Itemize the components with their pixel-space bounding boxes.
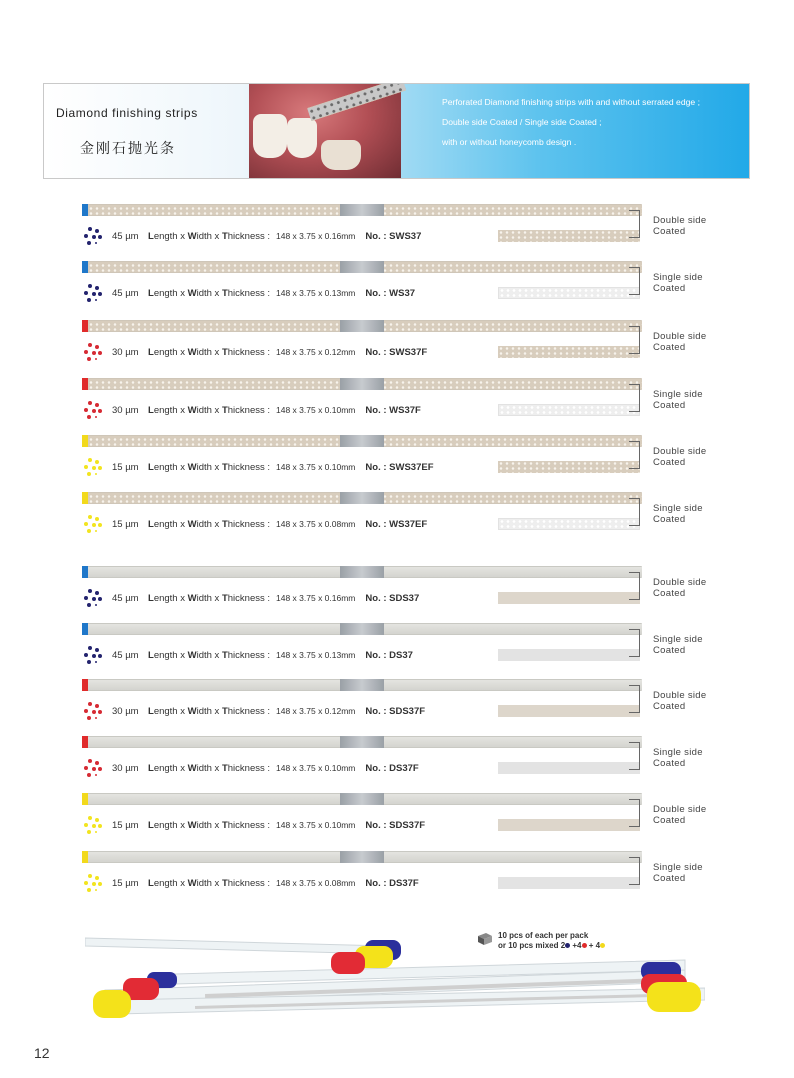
product-number: No. : SWS37 bbox=[365, 231, 422, 242]
coating-label: Double side Coated bbox=[653, 446, 707, 468]
spec-line bbox=[112, 405, 421, 416]
spec-line bbox=[112, 462, 434, 473]
finishing-strip bbox=[82, 623, 642, 635]
coat-bracket bbox=[629, 326, 640, 354]
grit-color-marker bbox=[82, 492, 88, 504]
finishing-strip bbox=[82, 566, 642, 578]
grit-dots-icon bbox=[84, 646, 106, 666]
dimensions: 148 x 3.75 x 0.10mm bbox=[276, 763, 356, 773]
strip-sample bbox=[498, 287, 640, 299]
strip-center-section bbox=[340, 435, 384, 447]
header-banner bbox=[43, 83, 750, 179]
product-number: No. : DS37F bbox=[365, 878, 419, 889]
coat-bracket bbox=[629, 572, 640, 600]
grit-size: 30 µm bbox=[112, 706, 139, 717]
finishing-strip bbox=[82, 261, 642, 273]
grit-color-marker bbox=[82, 679, 88, 691]
grit-dots-icon bbox=[84, 515, 106, 535]
spec-label: Length x Width x Thickness : bbox=[148, 593, 271, 604]
product-number: No. : WS37EF bbox=[365, 519, 428, 530]
product-row bbox=[82, 679, 642, 739]
grit-color-marker bbox=[82, 736, 88, 748]
grit-dots-icon bbox=[84, 227, 106, 247]
spec-label: Length x Width x Thickness : bbox=[148, 405, 271, 416]
grit-dots-icon bbox=[84, 458, 106, 478]
grit-color-marker bbox=[82, 320, 88, 332]
pack-line-1: 10 pcs of each per pack bbox=[498, 931, 589, 940]
finishing-strip bbox=[82, 320, 642, 332]
spec-line bbox=[112, 231, 421, 242]
spec-line bbox=[112, 763, 419, 774]
grit-color-marker bbox=[82, 623, 88, 635]
spec-line bbox=[112, 593, 419, 604]
grit-dots-icon bbox=[84, 874, 106, 894]
spec-line bbox=[112, 519, 427, 530]
product-number: No. : SWS37F bbox=[365, 347, 428, 358]
finishing-strip bbox=[82, 378, 642, 390]
cap-yellow bbox=[647, 982, 701, 1012]
spec-label: Length x Width x Thickness : bbox=[148, 650, 271, 661]
dimensions: 148 x 3.75 x 0.08mm bbox=[276, 519, 356, 529]
grit-dots-icon bbox=[84, 702, 106, 722]
strip-center-section bbox=[340, 204, 384, 216]
dimensions: 148 x 3.75 x 0.12mm bbox=[276, 706, 356, 716]
grit-size: 15 µm bbox=[112, 519, 139, 530]
product-number: No. : SDS37F bbox=[365, 706, 426, 717]
grit-color-marker bbox=[82, 378, 88, 390]
product-row bbox=[82, 378, 642, 438]
grit-dots-icon bbox=[84, 589, 106, 609]
coating-label: Double side Coated bbox=[653, 804, 707, 826]
product-row bbox=[82, 320, 642, 380]
package-icon bbox=[476, 932, 494, 946]
strip-center-section bbox=[340, 736, 384, 748]
coating-label: Double side Coated bbox=[653, 331, 707, 353]
grit-size: 45 µm bbox=[112, 231, 139, 242]
desc-line: with or without honeycomb design . bbox=[442, 137, 577, 147]
coating-label: Single side Coated bbox=[653, 634, 703, 656]
pack-line-2: or 10 pcs mixed 2 +4 + 4 bbox=[498, 941, 605, 951]
cap-red bbox=[331, 952, 365, 974]
strip-center-section bbox=[340, 492, 384, 504]
strip-sample bbox=[498, 877, 640, 889]
coat-bracket bbox=[629, 210, 640, 238]
dimensions: 148 x 3.75 x 0.10mm bbox=[276, 462, 356, 472]
product-number: No. : SWS37EF bbox=[365, 462, 434, 473]
grit-dots-icon bbox=[84, 816, 106, 836]
dimensions: 148 x 3.75 x 0.16mm bbox=[276, 593, 356, 603]
dimensions: 148 x 3.75 x 0.13mm bbox=[276, 650, 356, 660]
product-number: No. : WS37F bbox=[365, 405, 421, 416]
grit-size: 15 µm bbox=[112, 820, 139, 831]
dimensions: 148 x 3.75 x 0.13mm bbox=[276, 288, 356, 298]
spec-label: Length x Width x Thickness : bbox=[148, 820, 271, 831]
coat-bracket bbox=[629, 441, 640, 469]
spec-line bbox=[112, 706, 425, 717]
finishing-strip bbox=[82, 435, 642, 447]
finishing-strip bbox=[82, 492, 642, 504]
spec-line bbox=[112, 288, 415, 299]
coating-label: Double side Coated bbox=[653, 215, 707, 237]
coating-label: Single side Coated bbox=[653, 747, 703, 769]
strip-sample bbox=[498, 230, 640, 242]
spec-line bbox=[112, 820, 425, 831]
strip-center-section bbox=[340, 378, 384, 390]
product-number: No. : SDS37F bbox=[365, 820, 426, 831]
spec-label: Length x Width x Thickness : bbox=[148, 288, 271, 299]
strip-center-section bbox=[340, 320, 384, 332]
product-row bbox=[82, 566, 642, 626]
product-row bbox=[82, 793, 642, 853]
grit-color-marker bbox=[82, 793, 88, 805]
spec-label: Length x Width x Thickness : bbox=[148, 519, 271, 530]
spec-label: Length x Width x Thickness : bbox=[148, 347, 271, 358]
coating-label: Single side Coated bbox=[653, 389, 703, 411]
grit-size: 15 µm bbox=[112, 878, 139, 889]
grit-color-marker bbox=[82, 851, 88, 863]
coat-bracket bbox=[629, 498, 640, 526]
product-row bbox=[82, 492, 642, 552]
cap-yellow bbox=[93, 990, 131, 1018]
coat-bracket bbox=[629, 685, 640, 713]
strip-center-section bbox=[340, 793, 384, 805]
grit-dots-icon bbox=[84, 759, 106, 779]
yellow-dot-icon bbox=[600, 943, 605, 948]
coat-bracket bbox=[629, 629, 640, 657]
coat-bracket bbox=[629, 267, 640, 295]
dimensions: 148 x 3.75 x 0.10mm bbox=[276, 405, 356, 415]
dimensions: 148 x 3.75 x 0.16mm bbox=[276, 231, 356, 241]
coat-bracket bbox=[629, 799, 640, 827]
coating-label: Single side Coated bbox=[653, 503, 703, 525]
product-row bbox=[82, 204, 642, 264]
spec-label: Length x Width x Thickness : bbox=[148, 878, 271, 889]
finishing-strip bbox=[82, 736, 642, 748]
pack-info bbox=[498, 931, 605, 951]
grit-size: 30 µm bbox=[112, 763, 139, 774]
product-number: No. : WS37 bbox=[365, 288, 416, 299]
dimensions: 148 x 3.75 x 0.08mm bbox=[276, 878, 356, 888]
page-number: 12 bbox=[34, 1045, 50, 1061]
desc-line: Double side Coated / Single side Coated ; bbox=[442, 117, 602, 127]
desc-line: Perforated Diamond finishing strips with and without serrated edge ; bbox=[442, 97, 700, 107]
finishing-strip bbox=[82, 204, 642, 216]
strip-sample bbox=[498, 819, 640, 831]
spec-line bbox=[112, 878, 419, 889]
coat-bracket bbox=[629, 857, 640, 885]
grit-size: 30 µm bbox=[112, 405, 139, 416]
spec-line bbox=[112, 347, 427, 358]
header-description bbox=[442, 96, 742, 156]
strip-sample bbox=[498, 404, 640, 416]
packaging-tubes-illustration bbox=[85, 930, 705, 1040]
strip-center-section bbox=[340, 851, 384, 863]
finishing-strip bbox=[82, 793, 642, 805]
strip-center-section bbox=[340, 261, 384, 273]
coat-bracket bbox=[629, 742, 640, 770]
strip-center-section bbox=[340, 623, 384, 635]
spec-label: Length x Width x Thickness : bbox=[148, 763, 271, 774]
coating-label: Double side Coated bbox=[653, 690, 707, 712]
spec-label: Length x Width x Thickness : bbox=[148, 706, 271, 717]
strip-sample bbox=[498, 518, 640, 530]
product-number: No. : SDS37 bbox=[365, 593, 420, 604]
strip-sample bbox=[498, 705, 640, 717]
grit-color-marker bbox=[82, 566, 88, 578]
coating-label: Double side Coated bbox=[653, 577, 707, 599]
finishing-strip bbox=[82, 851, 642, 863]
grit-dots-icon bbox=[84, 401, 106, 421]
strip-sample bbox=[498, 592, 640, 604]
product-number: No. : DS37F bbox=[365, 763, 419, 774]
title-english: Diamond finishing strips bbox=[56, 106, 198, 120]
product-row bbox=[82, 435, 642, 495]
coating-label: Single side Coated bbox=[653, 272, 703, 294]
product-photo bbox=[249, 84, 401, 179]
grit-color-marker bbox=[82, 261, 88, 273]
product-number: No. : DS37 bbox=[365, 650, 413, 661]
strip-sample bbox=[498, 346, 640, 358]
product-row bbox=[82, 261, 642, 321]
spec-line bbox=[112, 650, 413, 661]
dimensions: 148 x 3.75 x 0.12mm bbox=[276, 347, 356, 357]
grit-size: 45 µm bbox=[112, 593, 139, 604]
spec-label: Length x Width x Thickness : bbox=[148, 231, 271, 242]
product-row bbox=[82, 736, 642, 796]
strip-sample bbox=[498, 461, 640, 473]
title-chinese: 金刚石抛光条 bbox=[80, 141, 176, 157]
spec-label: Length x Width x Thickness : bbox=[148, 462, 271, 473]
strip-sample bbox=[498, 649, 640, 661]
grit-size: 45 µm bbox=[112, 288, 139, 299]
strip-center-section bbox=[340, 566, 384, 578]
grit-dots-icon bbox=[84, 284, 106, 304]
coat-bracket bbox=[629, 384, 640, 412]
finishing-strip bbox=[82, 679, 642, 691]
grit-color-marker bbox=[82, 435, 88, 447]
grit-size: 15 µm bbox=[112, 462, 139, 473]
grit-size: 45 µm bbox=[112, 650, 139, 661]
strip-sample bbox=[498, 762, 640, 774]
grit-color-marker bbox=[82, 204, 88, 216]
grit-dots-icon bbox=[84, 343, 106, 363]
product-row bbox=[82, 623, 642, 683]
product-row bbox=[82, 851, 642, 911]
dimensions: 148 x 3.75 x 0.10mm bbox=[276, 820, 356, 830]
strip-center-section bbox=[340, 679, 384, 691]
coating-label: Single side Coated bbox=[653, 862, 703, 884]
grit-size: 30 µm bbox=[112, 347, 139, 358]
